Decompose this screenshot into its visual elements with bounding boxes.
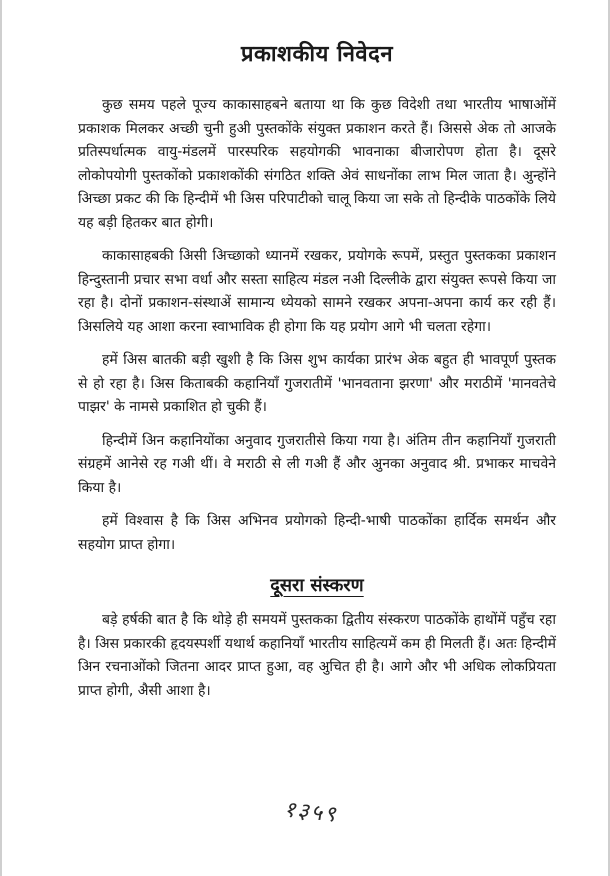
paragraph-3: हमें अिस बातकी बड़ी खुशी है कि अिस शुभ कार्यका प्रारंभ अेक बहुत ही भावपूर्ण पुस्तक से हो रहा है। अिस किताबकी कहानियाँ गुजरातीमें 'भानवताना झरणा' और मराठीमें 'मानवतेचे पाझर' के नामसे प्रकाशित हो चुकी हैं। — [78, 352, 556, 415]
paragraph-4: हिन्दीमें अिन कहानियोंका अनुवाद गुजरातीसे किया गया है। अंतिम तीन कहानियाँ गुजराती संग्रहमें आनेसे रह गअी थीं। वे मराठी से ली गअी हैं और अुनका अनुवाद श्री. प्रभाकर माचवेने किया है। — [78, 432, 556, 496]
paragraph-5: हमें विश्वास है कि अिस अभिनव प्रयोगको हिन्दी-भाषी पाठकोंका हार्दिक समर्थन और सहयोग प्राप्त होगा। — [78, 513, 556, 553]
handwritten-number: १३५९ — [282, 797, 339, 828]
page-title: प्रकाशकीय निवेदन — [240, 42, 394, 67]
section-heading-second-edition: दूसरा संस्करण — [270, 575, 364, 596]
paragraph-1: कुछ समय पहले पूज्य काकासाहबने बताया था कि कुछ विदेशी तथा भारतीय भाषाओंमें प्रकाशक मिलकर अच्छी चुनी हुअी पुस्तकोंके संयुक्त प्रकाशन करते हैं। अिससे अेक तो आजके प्रतिस्पर्धात्मक वायु-मंडलमें पारस्परिक सहयोगकी भावनाका बीजारोपण होता है। दूसरे लोकोपयोगी पुस्तकोंको प्रकाशकोंकी संगठित शक्ति अेवं साधनोंका लाभ मिल जाता है। अुन्होंने अिच्छा प्रकट की कि हिन्दीमें भी अिस परिपाटीको चालू किया जा सके तो हिन्दीके पाठकोंके लिये यह बड़ी हितकर बात होगी। — [78, 97, 556, 231]
paragraph-2: काकासाहबकी अिसी अिच्छाको ध्यानमें रखकर, प्रयोगके रूपमें, प्रस्तुत पुस्तकका प्रकाशन हिन्दुस्तानी प्रचार सभा वर्धा और सस्ता साहित्य मंडल नअी दिल्लीके द्वारा संयुक्त रूपसे किया जा रहा है। दोनों प्रकाशन-संस्थाअें सामान्य ध्येयको सामने रखकर अपना-अपना कार्य कर रही हैं। अिसलिये यह आशा करना स्वाभाविक ही होगा कि यह प्रयोग आगे भी चलता रहेगा। — [78, 248, 556, 335]
paragraph-second-edition: बड़े हर्षकी बात है कि थोड़े ही समयमें पुस्तकका द्वितीय संस्करण पाठकोंके हाथोंमें पहुँच रहा है। अिस प्रकारकी हृदयस्पर्शी यथार्थ कहानियाँ भारतीय साहित्यमें कम ही मिलती हैं। अतः हिन्दीमें अिन रचनाओंको जितना आदर प्राप्त हुआ, वह अुचित ही है। आगे और भी अधिक लोकप्रियता प्राप्त होगी, अैसी आशा है। — [78, 612, 556, 699]
